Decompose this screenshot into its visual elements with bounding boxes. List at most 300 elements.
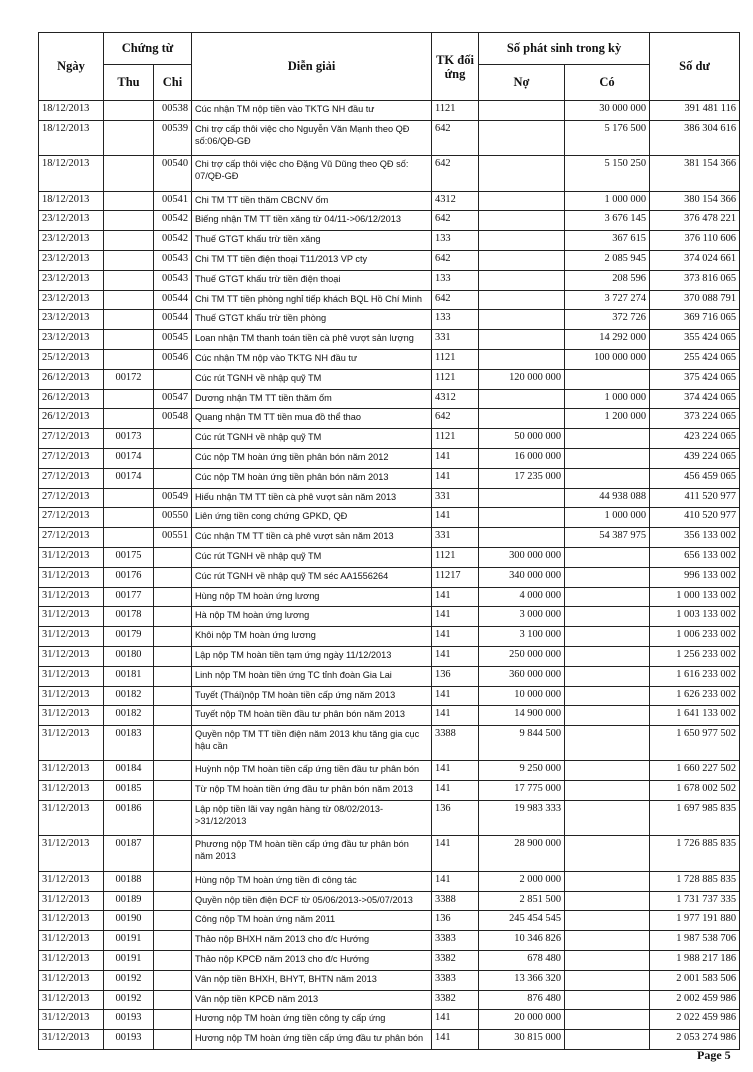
cell-credit: 3 676 145 (565, 211, 650, 231)
table-row (39, 781, 740, 801)
cell-credit: 30 000 000 (565, 101, 650, 121)
cell-description: Chi TM TT tiền thăm CBCNV ốm (192, 191, 432, 211)
cell-date: 23/12/2013 (39, 330, 104, 350)
cell-description: Hương nộp TM hoàn ứng tiền công ty cấp ứng (192, 1010, 432, 1030)
cell-credit (565, 587, 650, 607)
cell-description: Quyền nộp TM TT tiền điện năm 2013 khu tăng gia cục hậu cần (192, 726, 432, 761)
cell-payment-no (154, 666, 192, 686)
cell-date: 31/12/2013 (39, 871, 104, 891)
table-row (39, 468, 740, 488)
cell-date: 23/12/2013 (39, 250, 104, 270)
cell-receipt-no: 00177 (104, 587, 154, 607)
cell-description: Cúc nộp TM hoàn ứng tiền phân bón năm 2013 (192, 468, 432, 488)
table-row (39, 250, 740, 270)
cell-debit: 4 000 000 (479, 587, 565, 607)
cell-payment-no: 00542 (154, 211, 192, 231)
table-row (39, 389, 740, 409)
cell-balance: 1 731 737 335 (650, 891, 740, 911)
header-account: TK đối ứng (432, 33, 479, 101)
cell-receipt-no (104, 290, 154, 310)
cell-credit (565, 1030, 650, 1050)
cell-account: 1121 (432, 369, 479, 389)
cell-payment-no: 00539 (154, 120, 192, 155)
cell-credit: 2 085 945 (565, 250, 650, 270)
cell-debit (479, 120, 565, 155)
cell-payment-no (154, 781, 192, 801)
cell-credit: 372 726 (565, 310, 650, 330)
cell-credit (565, 911, 650, 931)
cell-account: 133 (432, 231, 479, 251)
cell-receipt-no (104, 191, 154, 211)
cell-credit (565, 567, 650, 587)
cell-payment-no (154, 1030, 192, 1050)
table-row (39, 508, 740, 528)
cell-payment-no (154, 836, 192, 871)
cell-account: 4312 (432, 389, 479, 409)
cell-receipt-no: 00183 (104, 726, 154, 761)
cell-debit (479, 231, 565, 251)
cell-credit (565, 951, 650, 971)
cell-debit (479, 211, 565, 231)
cell-balance: 439 224 065 (650, 448, 740, 468)
table-row (39, 156, 740, 191)
cell-receipt-no: 00173 (104, 429, 154, 449)
cell-balance: 370 088 791 (650, 290, 740, 310)
cell-date: 26/12/2013 (39, 389, 104, 409)
cell-receipt-no: 00182 (104, 686, 154, 706)
cell-debit (479, 290, 565, 310)
cell-payment-no: 00546 (154, 349, 192, 369)
cell-credit (565, 990, 650, 1010)
cell-account: 1121 (432, 101, 479, 121)
cell-credit (565, 666, 650, 686)
cell-credit (565, 468, 650, 488)
cell-payment-no: 00549 (154, 488, 192, 508)
cell-credit (565, 369, 650, 389)
cell-debit: 30 815 000 (479, 1030, 565, 1050)
cell-account: 642 (432, 211, 479, 231)
cell-balance: 376 478 221 (650, 211, 740, 231)
header-receipt: Thu (104, 65, 154, 101)
cell-debit (479, 250, 565, 270)
cell-account: 133 (432, 310, 479, 330)
cell-balance: 356 133 002 (650, 528, 740, 548)
cell-account: 141 (432, 646, 479, 666)
cell-description: Cúc nhận TM nộp tiền vào TKTG NH đầu tư (192, 101, 432, 121)
cell-payment-no (154, 931, 192, 951)
cell-payment-no (154, 726, 192, 761)
header-credit: Có (565, 65, 650, 101)
cell-account: 141 (432, 508, 479, 528)
cell-receipt-no: 00193 (104, 1010, 154, 1030)
cell-description: Tuyết (Thái)nộp TM hoàn tiền cấp ứng năm 2013 (192, 686, 432, 706)
cell-payment-no (154, 891, 192, 911)
cell-payment-no: 00545 (154, 330, 192, 350)
cell-receipt-no: 00192 (104, 970, 154, 990)
cell-description: Linh nộp TM hoàn tiền ứng TC tỉnh đoàn Gia Lai (192, 666, 432, 686)
cell-account: 141 (432, 761, 479, 781)
cell-credit (565, 448, 650, 468)
cell-debit (479, 101, 565, 121)
cell-account: 141 (432, 871, 479, 891)
cell-account: 642 (432, 120, 479, 155)
cell-receipt-no: 00189 (104, 891, 154, 911)
cell-debit (479, 409, 565, 429)
cell-balance: 355 424 065 (650, 330, 740, 350)
cell-description: Cúc rút TGNH về nhập quỹ TM (192, 547, 432, 567)
cell-credit (565, 801, 650, 836)
cell-description: Khôi nộp TM hoàn ứng lương (192, 627, 432, 647)
cell-date: 23/12/2013 (39, 290, 104, 310)
cell-credit (565, 970, 650, 990)
cell-account: 3382 (432, 951, 479, 971)
cell-credit: 367 615 (565, 231, 650, 251)
cell-account: 1121 (432, 429, 479, 449)
cell-receipt-no (104, 310, 154, 330)
cell-credit: 1 000 000 (565, 508, 650, 528)
cell-credit: 1 000 000 (565, 191, 650, 211)
cell-debit (479, 389, 565, 409)
cell-credit: 3 727 274 (565, 290, 650, 310)
cell-credit (565, 706, 650, 726)
cell-payment-no (154, 587, 192, 607)
cell-description: Cúc nộp TM hoàn ứng tiền phân bón năm 2012 (192, 448, 432, 468)
cell-account: 141 (432, 1030, 479, 1050)
cell-balance: 1 003 133 002 (650, 607, 740, 627)
cell-account: 136 (432, 911, 479, 931)
cell-debit: 678 480 (479, 951, 565, 971)
cell-debit: 9 844 500 (479, 726, 565, 761)
cell-receipt-no (104, 101, 154, 121)
cell-balance: 376 110 606 (650, 231, 740, 251)
cell-receipt-no: 00172 (104, 369, 154, 389)
table-row (39, 607, 740, 627)
table-row (39, 951, 740, 971)
cell-payment-no (154, 951, 192, 971)
cell-account: 141 (432, 627, 479, 647)
cell-receipt-no: 00190 (104, 911, 154, 931)
cell-account: 141 (432, 1010, 479, 1030)
cell-credit: 1 000 000 (565, 389, 650, 409)
cell-credit (565, 726, 650, 761)
cell-payment-no: 00551 (154, 528, 192, 548)
cell-description: Tuyết nộp TM hoàn tiền đầu tư phân bón năm 2013 (192, 706, 432, 726)
cell-debit (479, 191, 565, 211)
cell-account: 331 (432, 488, 479, 508)
table-row (39, 801, 740, 836)
cell-debit: 28 900 000 (479, 836, 565, 871)
cell-credit: 100 000 000 (565, 349, 650, 369)
cell-account: 3383 (432, 931, 479, 951)
cell-date: 31/12/2013 (39, 911, 104, 931)
table-row (39, 990, 740, 1010)
table-row (39, 970, 740, 990)
cell-payment-no: 00550 (154, 508, 192, 528)
cell-description: Vân nộp tiền BHXH, BHYT, BHTN năm 2013 (192, 970, 432, 990)
table-row (39, 1030, 740, 1050)
table-row (39, 587, 740, 607)
header-voucher: Chứng từ (104, 33, 192, 65)
cell-receipt-no: 00180 (104, 646, 154, 666)
cell-balance: 1 641 133 002 (650, 706, 740, 726)
page-number: Page 5 (697, 1048, 731, 1062)
table-row (39, 270, 740, 290)
cell-receipt-no: 00174 (104, 468, 154, 488)
cell-date: 18/12/2013 (39, 120, 104, 155)
cell-payment-no (154, 801, 192, 836)
cell-receipt-no: 00179 (104, 627, 154, 647)
table-row (39, 666, 740, 686)
cell-description: Hương nộp TM hoàn ứng tiền cấp ứng đầu tư phân bón (192, 1030, 432, 1050)
cell-account: 141 (432, 607, 479, 627)
cell-balance: 423 224 065 (650, 429, 740, 449)
cell-receipt-no: 00174 (104, 448, 154, 468)
cell-debit: 876 480 (479, 990, 565, 1010)
cell-balance: 1 728 885 835 (650, 871, 740, 891)
cell-account: 331 (432, 528, 479, 548)
cell-receipt-no: 00184 (104, 761, 154, 781)
cell-date: 18/12/2013 (39, 101, 104, 121)
cell-credit: 54 387 975 (565, 528, 650, 548)
cell-receipt-no (104, 488, 154, 508)
cell-payment-no (154, 970, 192, 990)
cell-description: Lập nộp TM hoàn tiền tạm ứng ngày 11/12/2013 (192, 646, 432, 666)
cell-description: Dương nhận TM TT tiền thăm ốm (192, 389, 432, 409)
cell-credit (565, 686, 650, 706)
cell-debit: 19 983 333 (479, 801, 565, 836)
header-balance: Số dư (650, 33, 740, 101)
cell-balance: 2 002 459 986 (650, 990, 740, 1010)
table-row (39, 191, 740, 211)
cell-balance: 380 154 366 (650, 191, 740, 211)
table-row (39, 211, 740, 231)
cell-debit (479, 310, 565, 330)
cell-payment-no (154, 911, 192, 931)
cell-date: 23/12/2013 (39, 310, 104, 330)
cell-date: 31/12/2013 (39, 1030, 104, 1050)
cell-credit (565, 836, 650, 871)
cell-debit: 16 000 000 (479, 448, 565, 468)
cell-description: Công nộp TM hoàn ứng năm 2011 (192, 911, 432, 931)
cell-description: Thảo nộp BHXH năm 2013 cho đ/c Hướng (192, 931, 432, 951)
table-row (39, 911, 740, 931)
table-row (39, 429, 740, 449)
cell-date: 31/12/2013 (39, 686, 104, 706)
cell-credit (565, 891, 650, 911)
table-row (39, 120, 740, 155)
cell-receipt-no: 00185 (104, 781, 154, 801)
cell-receipt-no: 00175 (104, 547, 154, 567)
cell-debit: 3 100 000 (479, 627, 565, 647)
cell-debit: 300 000 000 (479, 547, 565, 567)
cell-payment-no: 00542 (154, 231, 192, 251)
cell-credit: 44 938 088 (565, 488, 650, 508)
cell-debit: 360 000 000 (479, 666, 565, 686)
cell-account: 141 (432, 781, 479, 801)
cell-receipt-no: 00191 (104, 931, 154, 951)
cell-payment-no (154, 990, 192, 1010)
cell-date: 23/12/2013 (39, 231, 104, 251)
cell-account: 141 (432, 836, 479, 871)
cell-description: Thuế GTGT khấu trừ tiền phòng (192, 310, 432, 330)
cell-account: 141 (432, 706, 479, 726)
cell-account: 642 (432, 156, 479, 191)
cell-description: Cúc nhận TM TT tiền cà phê vượt sản năm 2013 (192, 528, 432, 548)
cell-payment-no: 00538 (154, 101, 192, 121)
cell-account: 1121 (432, 349, 479, 369)
cell-receipt-no (104, 508, 154, 528)
cell-credit (565, 627, 650, 647)
cell-balance: 391 481 116 (650, 101, 740, 121)
cell-credit: 1 200 000 (565, 409, 650, 429)
cell-payment-no (154, 646, 192, 666)
cell-receipt-no: 00193 (104, 1030, 154, 1050)
cell-date: 26/12/2013 (39, 409, 104, 429)
cell-date: 31/12/2013 (39, 931, 104, 951)
cell-credit (565, 761, 650, 781)
cell-balance: 456 459 065 (650, 468, 740, 488)
cell-date: 31/12/2013 (39, 970, 104, 990)
cell-credit (565, 607, 650, 627)
cell-receipt-no (104, 120, 154, 155)
cell-description: Biếng nhận TM TT tiền xăng từ 04/11->06/12/2013 (192, 211, 432, 231)
cell-account: 141 (432, 587, 479, 607)
cell-balance: 1 616 233 002 (650, 666, 740, 686)
cell-date: 18/12/2013 (39, 191, 104, 211)
cell-date: 27/12/2013 (39, 528, 104, 548)
cell-account: 136 (432, 666, 479, 686)
cell-description: Huỳnh nộp TM hoàn tiền cấp ứng tiền đầu tư phân bón (192, 761, 432, 781)
cell-balance: 411 520 977 (650, 488, 740, 508)
table-row (39, 931, 740, 951)
cell-date: 31/12/2013 (39, 726, 104, 761)
cell-credit (565, 931, 650, 951)
cell-balance: 1 650 977 502 (650, 726, 740, 761)
cell-debit: 50 000 000 (479, 429, 565, 449)
cell-description: Thảo nộp KPCĐ năm 2013 cho đ/c Hướng (192, 951, 432, 971)
cell-description: Phương nộp TM hoàn tiền cấp ứng đầu tư phân bón năm 2013 (192, 836, 432, 871)
table-row (39, 369, 740, 389)
header-description: Diễn giải (192, 33, 432, 101)
cell-description: Cúc rút TGNH về nhập quỹ TM (192, 369, 432, 389)
cell-account: 3382 (432, 990, 479, 1010)
cell-balance: 381 154 366 (650, 156, 740, 191)
cell-account: 642 (432, 409, 479, 429)
cell-credit: 208 596 (565, 270, 650, 290)
cell-payment-no: 00543 (154, 250, 192, 270)
cell-date: 26/12/2013 (39, 369, 104, 389)
cell-description: Lập nộp tiền lãi vay ngân hàng từ 08/02/2013->31/12/2013 (192, 801, 432, 836)
cell-payment-no (154, 686, 192, 706)
cell-description: Vân nộp tiền KPCĐ năm 2013 (192, 990, 432, 1010)
cell-date: 27/12/2013 (39, 468, 104, 488)
cell-balance: 369 716 065 (650, 310, 740, 330)
cell-payment-no: 00547 (154, 389, 192, 409)
cell-balance: 1 256 233 002 (650, 646, 740, 666)
cell-description: Cúc rút TGNH về nhập quỹ TM (192, 429, 432, 449)
cell-account: 331 (432, 330, 479, 350)
cell-payment-no (154, 567, 192, 587)
cell-debit (479, 330, 565, 350)
cell-date: 31/12/2013 (39, 836, 104, 871)
cell-description: Chi TM TT tiền điện thoại T11/2013 VP cty (192, 250, 432, 270)
cell-balance: 1 987 538 706 (650, 931, 740, 951)
cell-balance: 373 224 065 (650, 409, 740, 429)
cell-receipt-no: 00188 (104, 871, 154, 891)
cell-receipt-no (104, 349, 154, 369)
table-row (39, 567, 740, 587)
cell-description: Quang nhận TM TT tiền mua đồ thể thao (192, 409, 432, 429)
cell-balance: 374 024 661 (650, 250, 740, 270)
cell-credit (565, 646, 650, 666)
cell-account: 1121 (432, 547, 479, 567)
cell-date: 31/12/2013 (39, 781, 104, 801)
cell-account: 136 (432, 801, 479, 836)
cell-date: 31/12/2013 (39, 547, 104, 567)
cell-receipt-no (104, 409, 154, 429)
cell-balance: 656 133 002 (650, 547, 740, 567)
cell-payment-no (154, 706, 192, 726)
cell-credit (565, 429, 650, 449)
header-payment: Chi (154, 65, 192, 101)
cell-description: Quyền nộp tiền điện ĐCF từ 05/06/2013->05/07/2013 (192, 891, 432, 911)
cell-date: 18/12/2013 (39, 156, 104, 191)
cell-payment-no: 00543 (154, 270, 192, 290)
cell-debit: 2 851 500 (479, 891, 565, 911)
cell-debit: 9 250 000 (479, 761, 565, 781)
cell-debit (479, 349, 565, 369)
table-row (39, 488, 740, 508)
cell-balance: 386 304 616 (650, 120, 740, 155)
cell-balance: 1 660 227 502 (650, 761, 740, 781)
ledger-table (38, 32, 740, 1050)
cell-balance: 1 626 233 002 (650, 686, 740, 706)
cell-payment-no (154, 1010, 192, 1030)
cell-date: 31/12/2013 (39, 801, 104, 836)
cell-balance: 1 977 191 880 (650, 911, 740, 931)
cell-balance: 2 022 459 986 (650, 1010, 740, 1030)
cell-credit (565, 547, 650, 567)
cell-account: 11217 (432, 567, 479, 587)
cell-account: 3388 (432, 891, 479, 911)
cell-receipt-no (104, 389, 154, 409)
cell-account: 642 (432, 290, 479, 310)
cell-credit (565, 1010, 650, 1030)
cell-payment-no: 00540 (154, 156, 192, 191)
cell-receipt-no (104, 211, 154, 231)
cell-date: 31/12/2013 (39, 1010, 104, 1030)
cell-credit: 5 176 500 (565, 120, 650, 155)
cell-date: 23/12/2013 (39, 211, 104, 231)
table-row (39, 528, 740, 548)
cell-debit (479, 528, 565, 548)
cell-debit: 120 000 000 (479, 369, 565, 389)
cell-balance: 373 816 065 (650, 270, 740, 290)
cell-payment-no (154, 429, 192, 449)
cell-balance: 996 133 002 (650, 567, 740, 587)
cell-debit: 3 000 000 (479, 607, 565, 627)
cell-description: Thuế GTGT khấu trừ tiền xăng (192, 231, 432, 251)
cell-receipt-no (104, 231, 154, 251)
cell-debit (479, 270, 565, 290)
cell-receipt-no: 00178 (104, 607, 154, 627)
cell-debit: 17 775 000 (479, 781, 565, 801)
table-row (39, 627, 740, 647)
cell-debit: 17 235 000 (479, 468, 565, 488)
cell-balance: 1 697 985 835 (650, 801, 740, 836)
table-row (39, 101, 740, 121)
table-row (39, 1010, 740, 1030)
